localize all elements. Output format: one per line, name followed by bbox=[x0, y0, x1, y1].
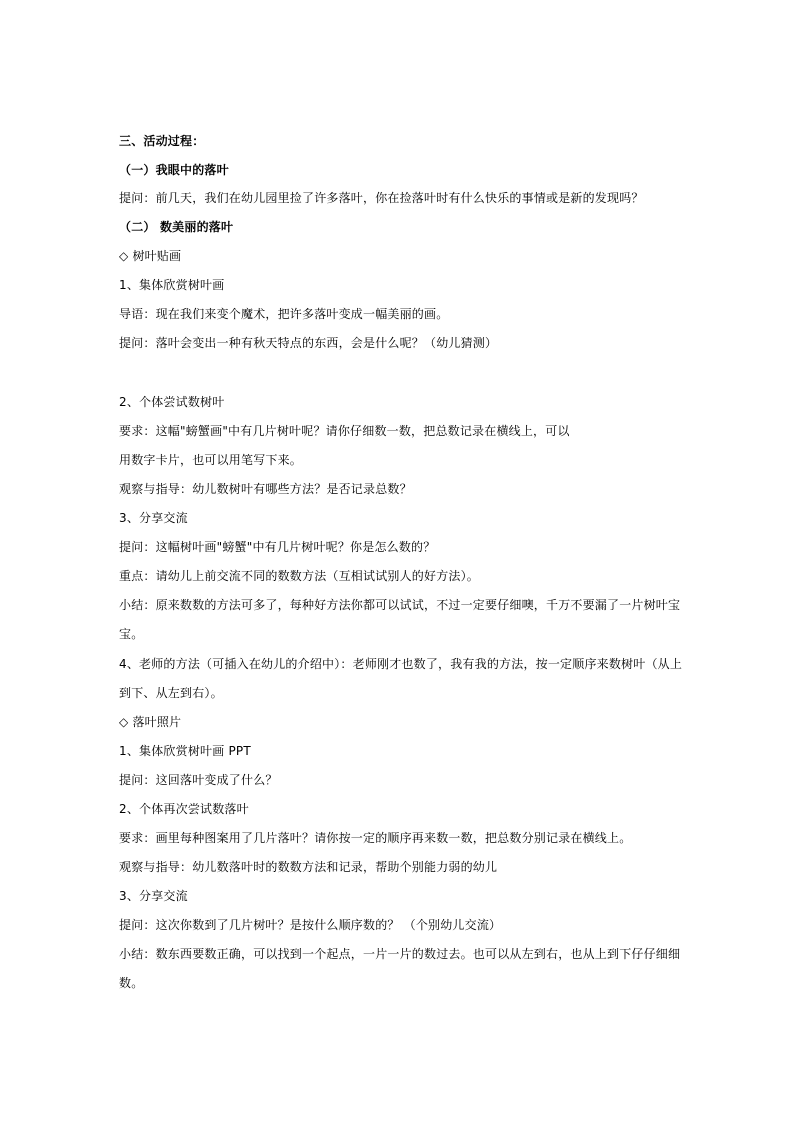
paragraph-line: 提问：前几天，我们在幼儿园里捡了许多落叶，你在捡落叶时有什么快乐的事情或是新的发现吗？ bbox=[119, 191, 644, 205]
numbered-item: 1、集体欣赏树叶画 bbox=[119, 278, 225, 292]
paragraph-line: 要求：画里每种图案用了几片落叶？请你按一定的顺序再来数一数，把总数分别记录在横线上。 bbox=[119, 831, 632, 845]
paragraph-line: 提问：落叶会变出一种有秋天特点的东西，会是什么呢？（幼儿猜测） bbox=[119, 336, 498, 350]
paragraph-line: 宝。 bbox=[119, 627, 144, 641]
paragraph-line: 重点：请幼儿上前交流不同的数数方法（互相试试别人的好方法）。 bbox=[119, 569, 480, 583]
numbered-item: 4、老师的方法（可插入在幼儿的介绍中）：老师刚才也数了，我有我的方法，按一定顺序来数树叶（从上 bbox=[119, 657, 683, 671]
numbered-item: 2、个体尝试数树叶 bbox=[119, 395, 225, 409]
paragraph-line: 观察与指导：幼儿数落叶时的数数方法和记录，帮助个别能力弱的幼儿 bbox=[119, 860, 498, 874]
numbered-item: 3、分享交流 bbox=[119, 511, 188, 525]
paragraph-line: 要求：这幅"螃蟹画"中有几片树叶呢？请你仔细数一数，把总数记录在横线上，可以 bbox=[119, 424, 570, 438]
section-heading: 三、活动过程： bbox=[119, 134, 205, 148]
subsection-heading: （二） 数美丽的落叶 bbox=[119, 220, 234, 234]
subsection-heading: （一）我眼中的落叶 bbox=[119, 163, 229, 177]
numbered-item: 1、集体欣赏树叶画 PPT bbox=[119, 744, 251, 758]
paragraph-line: 数。 bbox=[119, 976, 144, 990]
paragraph-line: 小结：原来数数的方法可多了，每种好方法你都可以试试，不过一定要仔细噢，千万不要漏了一片树叶宝 bbox=[119, 598, 681, 612]
paragraph-line: 导语：现在我们来变个魔术，把许多落叶变成一幅美丽的画。 bbox=[119, 307, 449, 321]
numbered-item: 3、分享交流 bbox=[119, 889, 188, 903]
paragraph-line: 提问：这幅树叶画"螃蟹"中有几片树叶呢？你是怎么数的？ bbox=[119, 540, 436, 554]
paragraph-line: 提问：这次你数到了几片树叶？是按什么顺序数的？ （个别幼儿交流） bbox=[119, 918, 502, 932]
paragraph-line: 提问：这回落叶变成了什么？ bbox=[119, 773, 278, 787]
paragraph-line: 到下、从左到右）。 bbox=[119, 686, 223, 700]
numbered-item: 2、个体再次尝试数落叶 bbox=[119, 802, 249, 816]
paragraph-line: 观察与指导：幼儿数树叶有哪些方法？是否记录总数？ bbox=[119, 482, 412, 496]
bullet-heading: ◇ 落叶照片 bbox=[119, 715, 182, 729]
bullet-heading: ◇ 树叶贴画 bbox=[119, 249, 182, 263]
paragraph-line: 用数字卡片，也可以用笔写下来。 bbox=[119, 453, 303, 467]
paragraph-line: 小结：数东西要数正确，可以找到一个起点，一片一片的数过去。也可以从左到右，也从上到下仔仔细细 bbox=[119, 947, 681, 961]
